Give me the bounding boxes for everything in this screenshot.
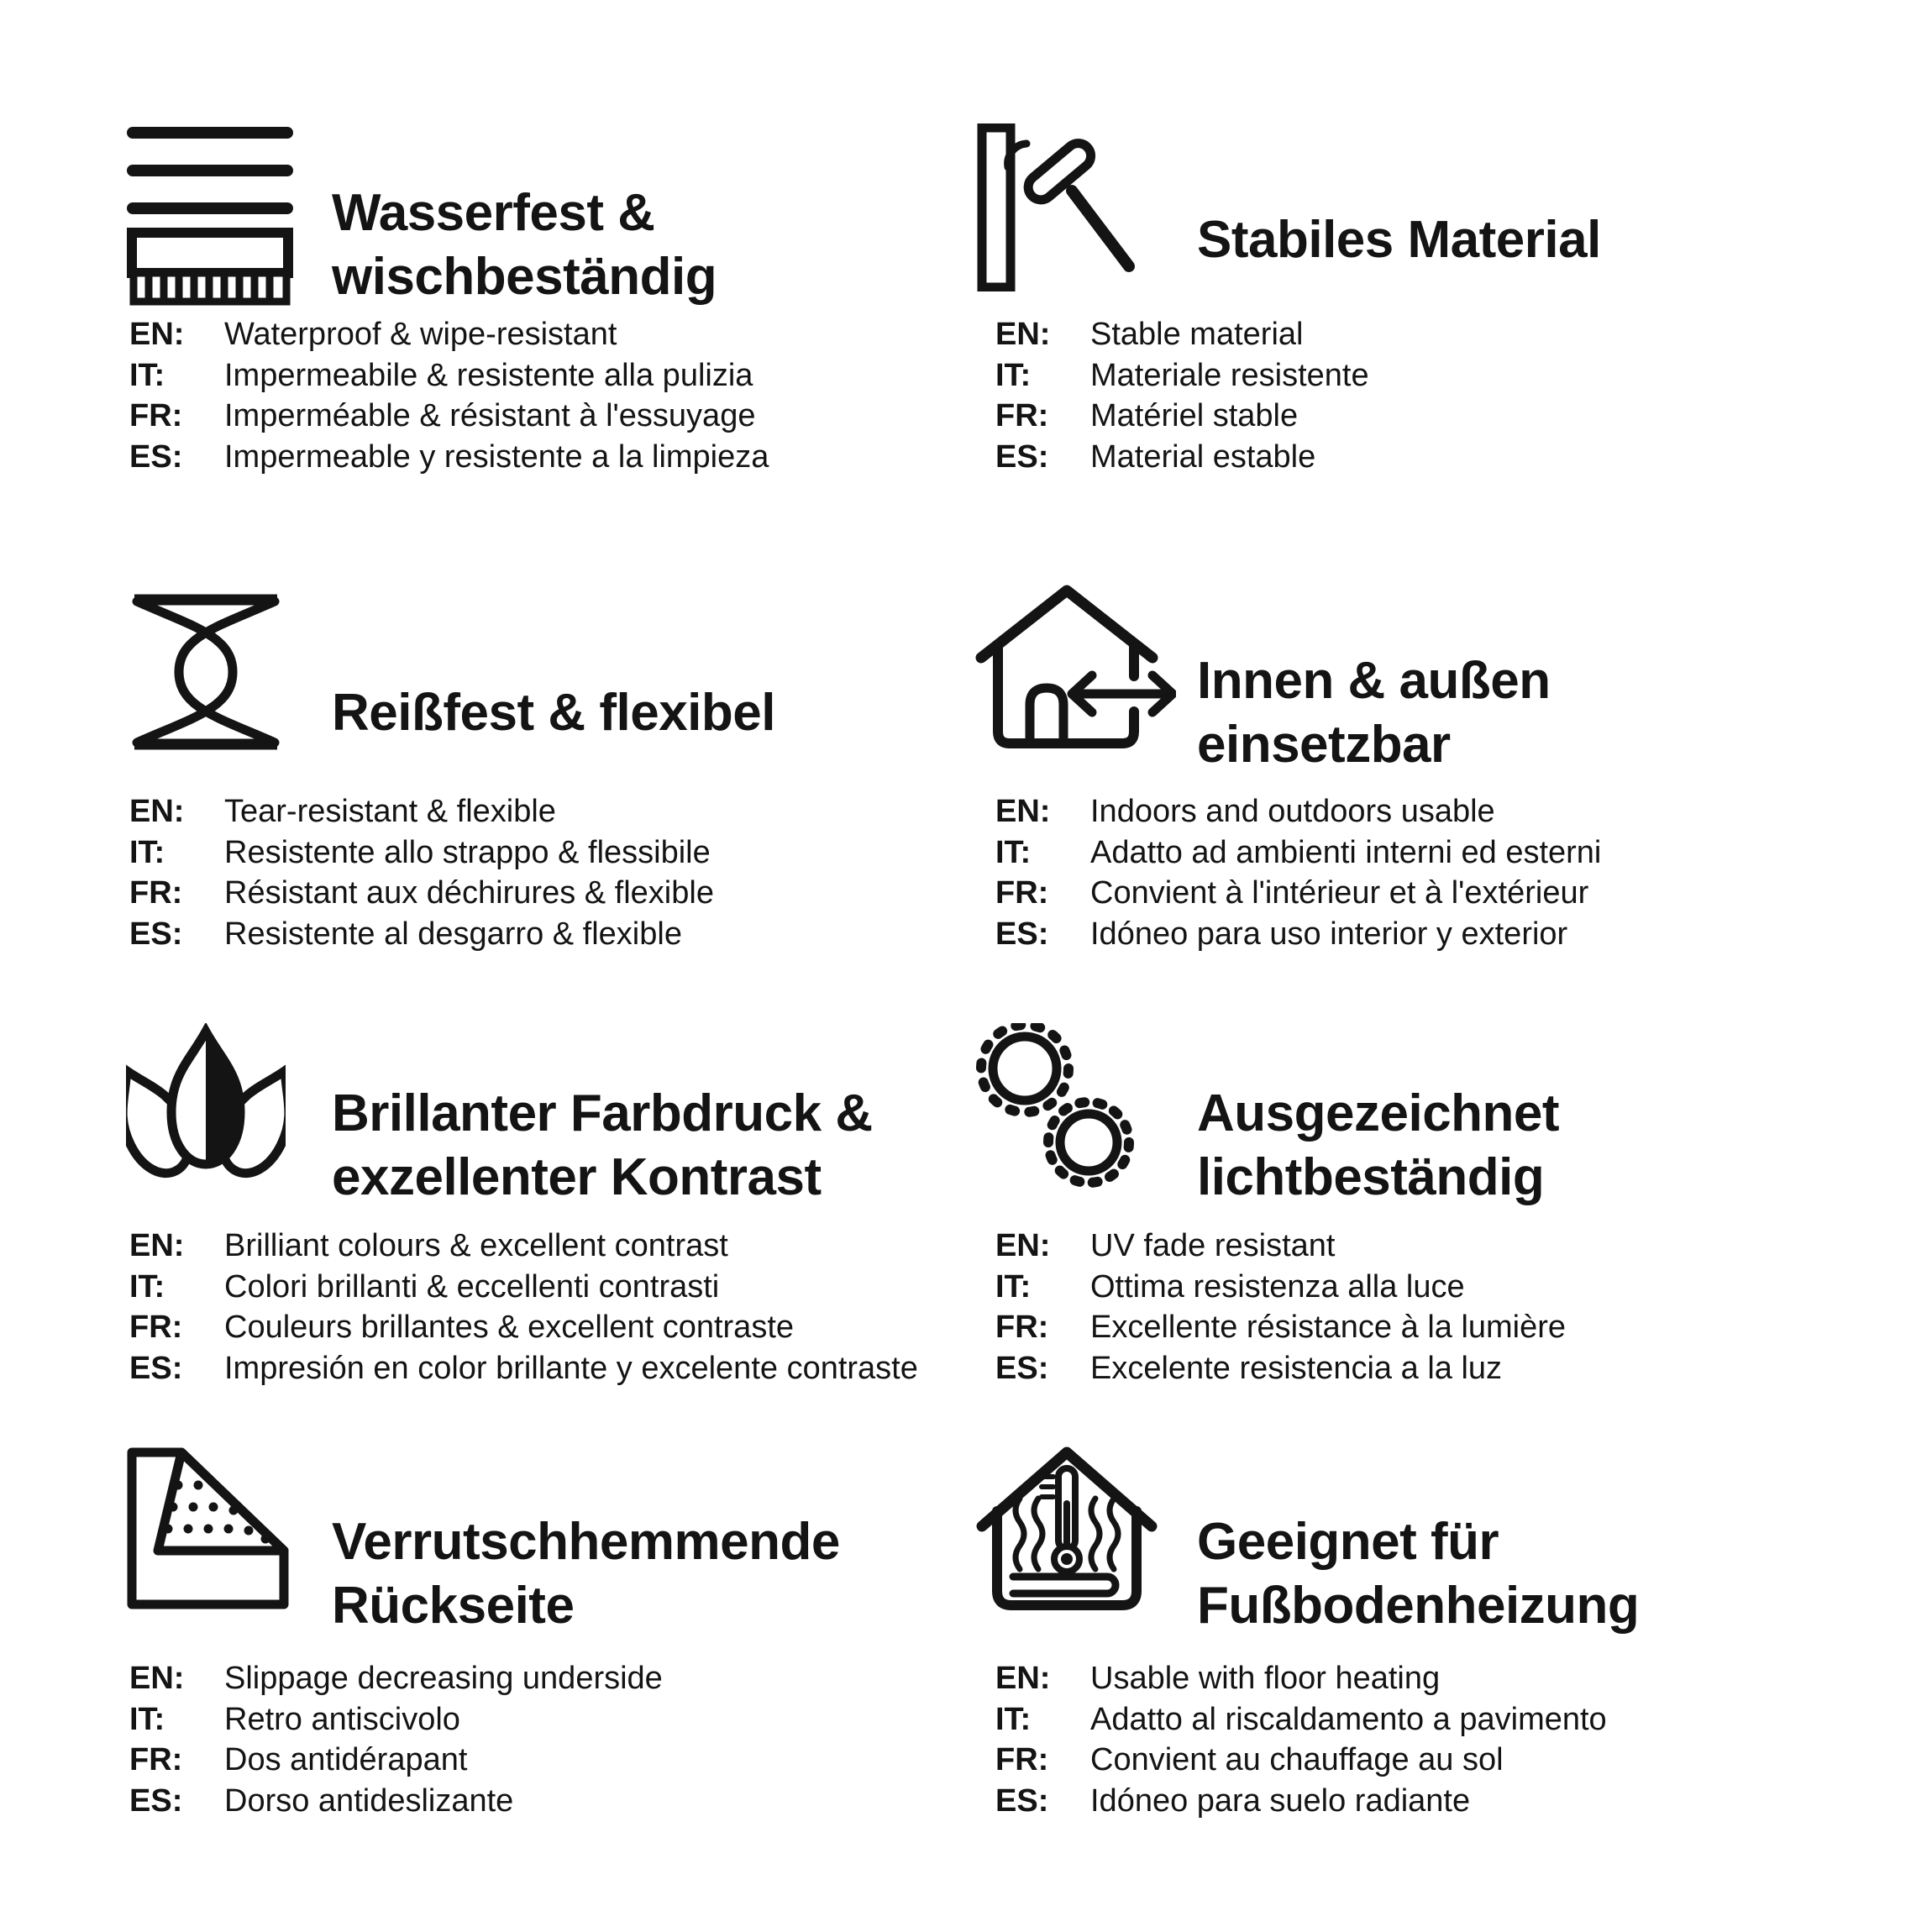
language-code: ES: (129, 1782, 183, 1819)
language-code: FR: (995, 398, 1049, 433)
translation-row (129, 914, 714, 955)
translation-list (995, 1658, 1607, 1821)
feature-title (332, 181, 717, 309)
title-line: lichtbeständig (1197, 1148, 1545, 1207)
translation-text: Retro antiscivolo (224, 1701, 460, 1737)
language-code: EN: (129, 1228, 185, 1263)
translation-row (129, 1699, 663, 1740)
translation-row (129, 1267, 918, 1308)
translation-row (995, 1658, 1607, 1699)
translation-row (995, 437, 1369, 478)
translation-row (129, 1740, 663, 1781)
translation-text: Matériel stable (1090, 398, 1299, 433)
translation-text: Idóneo para suelo radiante (1090, 1782, 1471, 1819)
translation-row (129, 832, 714, 874)
title-line: Geeignet für (1197, 1513, 1499, 1572)
translation-text: Adatto ad ambienti interni ed esterni (1090, 834, 1602, 870)
translation-text: Brilliant colours & excellent contrast (224, 1228, 728, 1263)
title-line: exzellenter Kontrast (332, 1148, 822, 1207)
translation-text: Ottima resistenza alla luce (1090, 1268, 1465, 1305)
feature-brilliant-print (126, 1023, 1016, 1460)
uv-suns-icon (974, 1023, 1142, 1191)
translation-row (129, 1307, 918, 1348)
language-code: FR: (129, 1742, 183, 1777)
language-code: EN: (129, 1661, 185, 1696)
translation-row (995, 832, 1601, 874)
feature-tear-resistant (126, 592, 1016, 1029)
hammer-board-icon (974, 123, 1168, 291)
translation-text: Convient au chauffage au sol (1090, 1742, 1504, 1777)
translation-text: Usable with floor heating (1090, 1661, 1441, 1696)
title-line: Brillanter Farbdruck & (332, 1084, 873, 1143)
translation-row (995, 1226, 1566, 1267)
title-line: Verrutschhemmende (332, 1513, 840, 1572)
language-code: IT: (995, 357, 1032, 393)
translation-row (129, 314, 769, 355)
translation-row (129, 1348, 918, 1389)
folded-corner-icon (126, 1446, 290, 1610)
translation-text: Dos antidérapant (224, 1742, 468, 1777)
language-code: IT: (129, 357, 165, 393)
translation-text: Materiale resistente (1090, 357, 1369, 393)
language-code: EN: (129, 794, 185, 829)
translation-row (129, 437, 769, 478)
translation-row (129, 1658, 663, 1699)
translation-text: Adatto al riscaldamento a pavimento (1090, 1701, 1607, 1737)
language-code: IT: (129, 1701, 165, 1737)
tear-resistance-icon (126, 592, 286, 752)
feature-title (332, 1510, 840, 1638)
translation-row (995, 1781, 1607, 1822)
translation-row (995, 914, 1601, 955)
translation-text: Resistente al desgarro & flexible (224, 916, 682, 952)
title-line: Ausgezeichnet (1197, 1084, 1560, 1143)
feature-title (1197, 649, 1551, 777)
feature-light-resistant (974, 1023, 1865, 1460)
feature-anti-slip (126, 1446, 1016, 1883)
language-code: FR: (995, 1742, 1049, 1777)
feature-waterproof (126, 123, 1016, 560)
translation-row (995, 791, 1601, 832)
language-code: ES: (995, 1782, 1049, 1819)
title-line: wischbeständig (332, 248, 717, 307)
translation-text: Stable material (1090, 317, 1304, 352)
language-code: ES: (995, 1350, 1049, 1386)
feature-title (332, 1082, 873, 1210)
translation-row (995, 355, 1369, 396)
translation-text: Indoors and outdoors usable (1090, 794, 1495, 829)
translation-text: Résistant aux déchirures & flexible (224, 875, 714, 911)
translation-text: Couleurs brillantes & excellent contraste (224, 1310, 795, 1345)
translation-text: Slippage decreasing underside (224, 1661, 663, 1696)
language-code: FR: (129, 1310, 183, 1345)
feature-indoor-outdoor (974, 584, 1865, 1021)
color-drops-icon (126, 1023, 286, 1191)
translation-row (129, 396, 769, 437)
title-line: Rückseite (332, 1577, 575, 1635)
title-line: Fußbodenheizung (1197, 1577, 1640, 1635)
language-code: ES: (129, 916, 183, 952)
language-code: EN: (995, 794, 1051, 829)
translation-text: Idóneo para uso interior y exterior (1090, 916, 1568, 952)
translation-text: Resistente allo strappo & flessibile (224, 834, 711, 870)
translation-text: Tear-resistant & flexible (224, 794, 556, 829)
translation-row (995, 314, 1369, 355)
house-arrow-icon (974, 584, 1176, 760)
house-heating-icon (974, 1445, 1159, 1621)
translation-text: Excellente résistance à la lumière (1090, 1310, 1567, 1345)
language-code: IT: (129, 834, 165, 870)
translation-list (129, 1226, 918, 1389)
translation-row (995, 396, 1369, 437)
translation-text: Excelente resistencia a la luz (1090, 1350, 1503, 1386)
translation-text: Impermeabile & resistente alla pulizia (224, 357, 753, 393)
translation-text: Dorso antideslizante (224, 1782, 514, 1819)
translation-row (995, 1267, 1566, 1308)
translation-list (995, 1226, 1566, 1389)
translation-row (995, 1740, 1607, 1781)
translation-list (129, 1658, 663, 1821)
translation-text: UV fade resistant (1090, 1228, 1336, 1263)
feature-floor-heating (974, 1445, 1865, 1882)
language-code: FR: (129, 875, 183, 911)
translation-row (129, 1781, 663, 1822)
translation-text: Waterproof & wipe-resistant (224, 317, 617, 352)
translation-text: Impresión en color brillante y excelente contraste (224, 1350, 918, 1386)
translation-list (129, 791, 714, 954)
language-code: FR: (995, 1310, 1049, 1345)
translation-text: Imperméable & résistant à l'essuyage (224, 398, 756, 433)
translation-row (995, 873, 1601, 914)
language-code: ES: (995, 438, 1049, 475)
brush-lines-icon (126, 123, 294, 307)
feature-title (1197, 1510, 1639, 1638)
language-code: IT: (995, 834, 1032, 870)
language-code: FR: (129, 398, 183, 433)
language-code: FR: (995, 875, 1049, 911)
translation-row (995, 1307, 1566, 1348)
language-code: EN: (995, 317, 1051, 352)
feature-title (1197, 208, 1601, 272)
feature-stable-material (974, 123, 1865, 560)
language-code: ES: (129, 1350, 183, 1386)
translation-text: Colori brillanti & eccellenti contrasti (224, 1268, 720, 1305)
translation-row (995, 1699, 1607, 1740)
translation-list (129, 314, 769, 477)
title-line: Reißfest & flexibel (332, 684, 775, 743)
translation-row (129, 355, 769, 396)
language-code: IT: (129, 1268, 165, 1305)
translation-text: Convient à l'intérieur et à l'extérieur (1090, 875, 1589, 911)
translation-row (129, 873, 714, 914)
translation-list (995, 791, 1601, 954)
translation-text: Impermeable y resistente a la limpieza (224, 438, 769, 475)
language-code: EN: (995, 1228, 1051, 1263)
title-line: Innen & außen (1197, 652, 1551, 711)
language-code: ES: (129, 438, 183, 475)
feature-title (332, 681, 775, 745)
title-line: Wasserfest & (332, 184, 655, 243)
title-line: Stabiles Material (1197, 211, 1601, 270)
feature-title (1197, 1082, 1559, 1210)
title-line: einsetzbar (1197, 716, 1451, 774)
translation-row (129, 791, 714, 832)
translation-list (995, 314, 1369, 477)
language-code: ES: (995, 916, 1049, 952)
language-code: IT: (995, 1701, 1032, 1737)
translation-text: Material estable (1090, 438, 1316, 475)
language-code: EN: (995, 1661, 1051, 1696)
language-code: EN: (129, 317, 185, 352)
translation-row (995, 1348, 1566, 1389)
language-code: IT: (995, 1268, 1032, 1305)
translation-row (129, 1226, 918, 1267)
